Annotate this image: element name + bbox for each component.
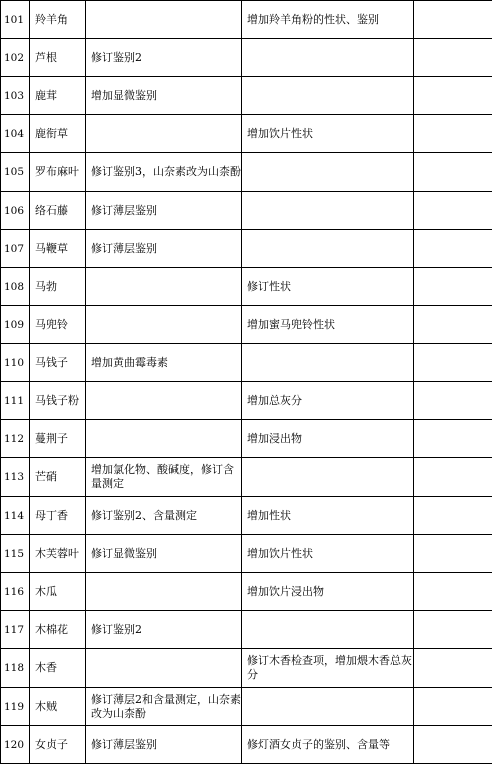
row-number: 104 xyxy=(1,115,30,153)
col-3: 修订鉴别2 xyxy=(86,39,242,77)
col-3: 修订显微鉴别 xyxy=(86,535,242,573)
col-3 xyxy=(86,1,242,39)
col-4 xyxy=(242,344,414,382)
herb-name: 木瓜 xyxy=(30,573,86,611)
herb-name: 羚羊角 xyxy=(30,1,86,39)
col-5 xyxy=(414,649,492,688)
row-number: 111 xyxy=(1,382,30,420)
col-3 xyxy=(86,573,242,611)
table-row xyxy=(1,192,492,230)
row-number: 101 xyxy=(1,1,30,39)
col-3: 增加氯化物、酸碱度，修订含量测定 xyxy=(86,458,242,497)
col-4 xyxy=(242,192,414,230)
table-row xyxy=(1,77,492,115)
col-4: 增加饮片性状 xyxy=(242,115,414,153)
table-row xyxy=(1,344,492,382)
col-5 xyxy=(414,497,492,535)
col-3 xyxy=(86,268,242,306)
herb-name: 马勃 xyxy=(30,268,86,306)
col-4: 增加性状 xyxy=(242,497,414,535)
herb-name: 木香 xyxy=(30,649,86,688)
col-5 xyxy=(414,726,492,764)
col-4: 增加总灰分 xyxy=(242,382,414,420)
col-4: 修订性状 xyxy=(242,268,414,306)
col-5 xyxy=(414,230,492,268)
table-body xyxy=(1,1,492,764)
table-row xyxy=(1,268,492,306)
row-number: 116 xyxy=(1,573,30,611)
row-number: 103 xyxy=(1,77,30,115)
col-5 xyxy=(414,344,492,382)
row-number: 118 xyxy=(1,649,30,688)
table-row xyxy=(1,649,492,688)
col-5 xyxy=(414,153,492,192)
col-3 xyxy=(86,382,242,420)
row-number: 102 xyxy=(1,39,30,77)
row-number: 115 xyxy=(1,535,30,573)
col-4: 增加饮片浸出物 xyxy=(242,573,414,611)
col-4 xyxy=(242,39,414,77)
table-row xyxy=(1,420,492,458)
table-row xyxy=(1,230,492,268)
col-3: 修订薄层鉴别 xyxy=(86,230,242,268)
row-number: 108 xyxy=(1,268,30,306)
herb-name: 芦根 xyxy=(30,39,86,77)
row-number: 120 xyxy=(1,726,30,764)
table-row xyxy=(1,535,492,573)
row-number: 105 xyxy=(1,153,30,192)
table-row xyxy=(1,1,492,39)
herb-name: 木芙蓉叶 xyxy=(30,535,86,573)
row-number: 109 xyxy=(1,306,30,344)
col-4: 增加羚羊角粉的性状、鉴别 xyxy=(242,1,414,39)
col-3: 增加显微鉴别 xyxy=(86,77,242,115)
col-3 xyxy=(86,115,242,153)
herb-name: 鹿茸 xyxy=(30,77,86,115)
col-5 xyxy=(414,611,492,649)
table-row xyxy=(1,306,492,344)
col-3: 修订薄层鉴别 xyxy=(86,726,242,764)
herb-name: 蔓荆子 xyxy=(30,420,86,458)
herb-name: 马鞭草 xyxy=(30,230,86,268)
herb-name: 芒硝 xyxy=(30,458,86,497)
col-3: 修订鉴别3，山奈素改为山柰酚 xyxy=(86,153,242,192)
col-5 xyxy=(414,420,492,458)
table-row xyxy=(1,458,492,497)
col-3: 修订薄层2和含量测定，山奈素改为山柰酚 xyxy=(86,688,242,726)
col-5 xyxy=(414,1,492,39)
col-5 xyxy=(414,39,492,77)
col-5 xyxy=(414,688,492,726)
col-3: 修订薄层鉴别 xyxy=(86,192,242,230)
col-5 xyxy=(414,306,492,344)
herb-name: 罗布麻叶 xyxy=(30,153,86,192)
col-5 xyxy=(414,192,492,230)
table-row xyxy=(1,611,492,649)
col-3 xyxy=(86,306,242,344)
herb-name: 络石藤 xyxy=(30,192,86,230)
herb-name: 鹿衔草 xyxy=(30,115,86,153)
col-5 xyxy=(414,535,492,573)
col-4 xyxy=(242,77,414,115)
col-4 xyxy=(242,153,414,192)
herb-name: 木棉花 xyxy=(30,611,86,649)
table-row xyxy=(1,39,492,77)
col-4 xyxy=(242,688,414,726)
row-number: 119 xyxy=(1,688,30,726)
col-4: 修灯酒女贞子的鉴别、含量等 xyxy=(242,726,414,764)
col-3: 增加黄曲霉毒素 xyxy=(86,344,242,382)
row-number: 112 xyxy=(1,420,30,458)
herb-name: 母丁香 xyxy=(30,497,86,535)
col-3 xyxy=(86,649,242,688)
herb-name: 马兜铃 xyxy=(30,306,86,344)
row-number: 114 xyxy=(1,497,30,535)
herb-name: 木贼 xyxy=(30,688,86,726)
col-4: 增加浸出物 xyxy=(242,420,414,458)
table-row xyxy=(1,115,492,153)
col-5 xyxy=(414,268,492,306)
col-5 xyxy=(414,77,492,115)
col-5 xyxy=(414,115,492,153)
col-4: 增加蜜马兜铃性状 xyxy=(242,306,414,344)
col-5 xyxy=(414,573,492,611)
table-row xyxy=(1,573,492,611)
col-4 xyxy=(242,611,414,649)
col-3: 修订鉴别2 xyxy=(86,611,242,649)
row-number: 113 xyxy=(1,458,30,497)
table-row xyxy=(1,153,492,192)
col-4 xyxy=(242,458,414,497)
col-3 xyxy=(86,420,242,458)
row-number: 106 xyxy=(1,192,30,230)
herb-name: 马钱子粉 xyxy=(30,382,86,420)
col-4: 修订木香检查项，增加煨木香总灰分 xyxy=(242,649,414,688)
col-3: 修订鉴别2、含量测定 xyxy=(86,497,242,535)
col-5 xyxy=(414,382,492,420)
row-number: 110 xyxy=(1,344,30,382)
col-4 xyxy=(242,230,414,268)
herb-name: 女贞子 xyxy=(30,726,86,764)
col-5 xyxy=(414,458,492,497)
herb-name: 马钱子 xyxy=(30,344,86,382)
table-row xyxy=(1,382,492,420)
table-row xyxy=(1,688,492,726)
col-4: 增加饮片性状 xyxy=(242,535,414,573)
table-row xyxy=(1,497,492,535)
table-row xyxy=(1,726,492,764)
row-number: 107 xyxy=(1,230,30,268)
row-number: 117 xyxy=(1,611,30,649)
